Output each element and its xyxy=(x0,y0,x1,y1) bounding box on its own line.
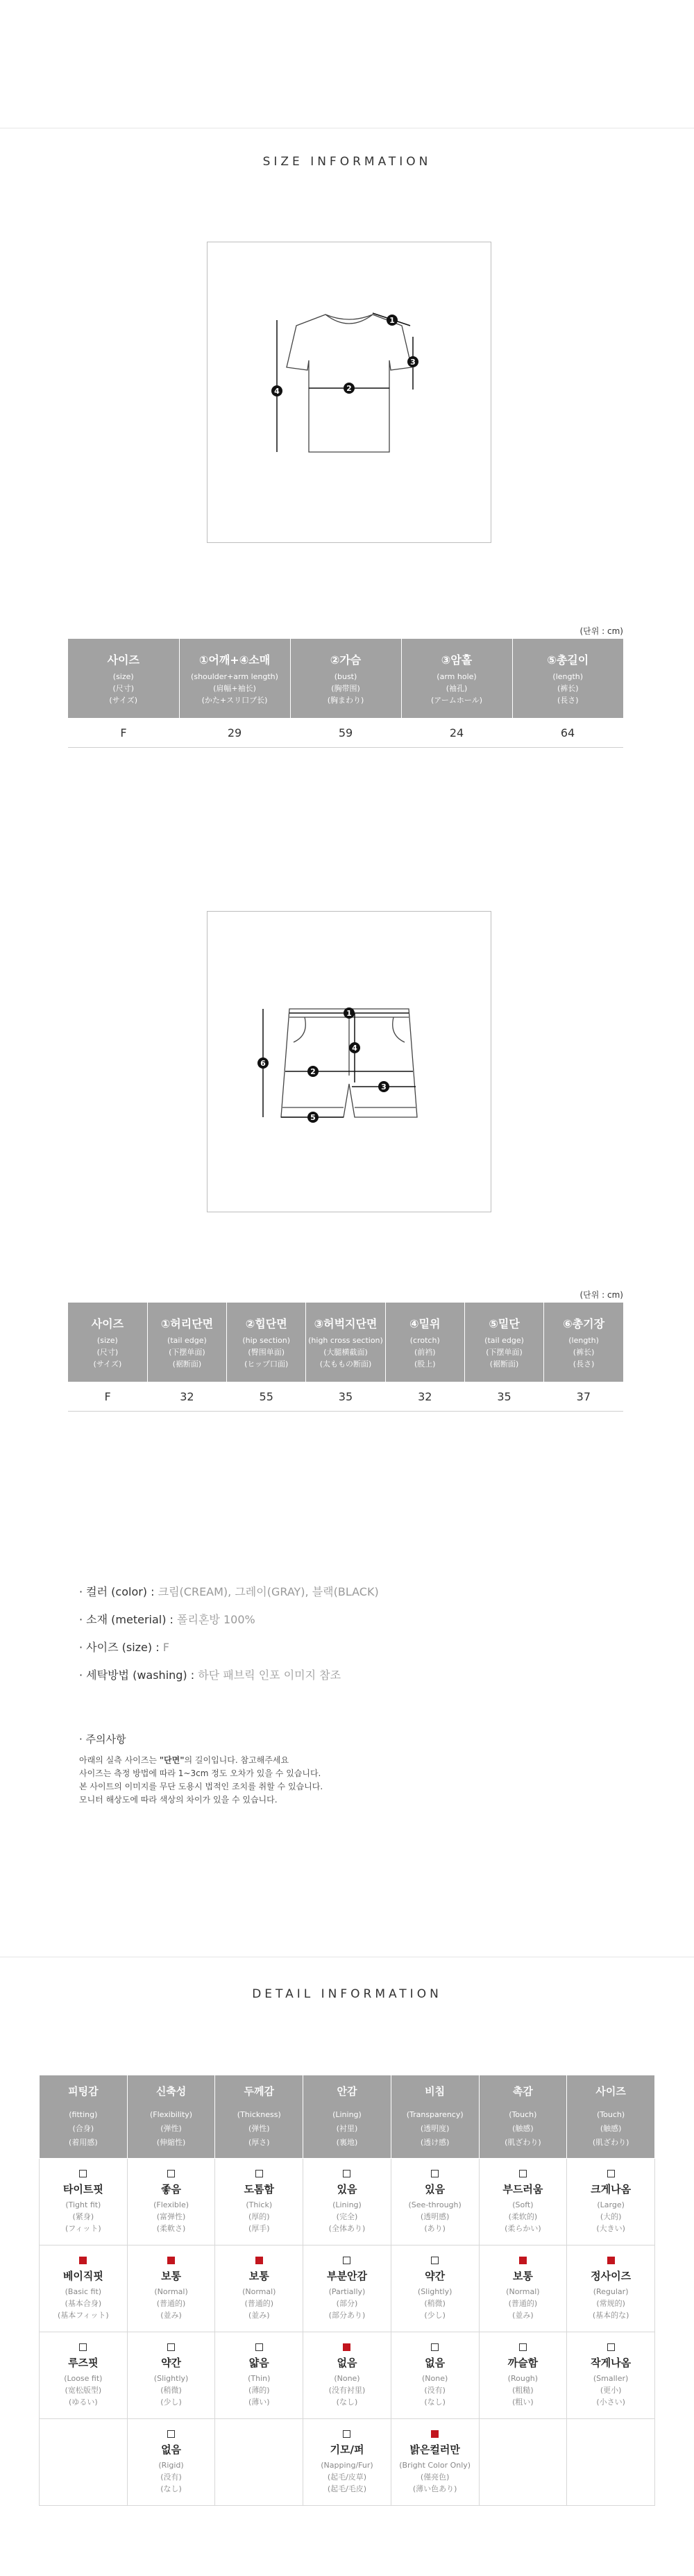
checkbox-icon xyxy=(431,2170,439,2177)
option-translation: (普通的) xyxy=(508,2298,538,2308)
header-transparency: 비침 (Transparency) (透明度) (透け感) xyxy=(391,2075,479,2159)
detail-cell xyxy=(391,2419,479,2506)
detail-cell xyxy=(40,2159,128,2245)
svg-text:1: 1 xyxy=(389,316,395,325)
svg-text:2: 2 xyxy=(310,1067,316,1076)
detail-cell xyxy=(303,2332,391,2419)
detail-cell xyxy=(567,2419,655,2506)
table-row xyxy=(40,2419,655,2506)
table-row xyxy=(68,718,623,748)
svg-text:3: 3 xyxy=(381,1082,387,1092)
header-thickness: 두께감 (Thickness) (弹性) (厚さ) xyxy=(215,2075,303,2159)
detail-cell xyxy=(127,2332,215,2419)
svg-text:4: 4 xyxy=(352,1044,357,1053)
option-english: (Thick) xyxy=(246,2200,273,2209)
option-label: 얇음 xyxy=(248,2356,269,2369)
header-rise: ④밑위 (crotch) (前裆) (股上) xyxy=(385,1303,464,1382)
detail-table xyxy=(39,2075,655,2506)
cell: 32 xyxy=(147,1382,226,1412)
option-translation: (並み) xyxy=(248,2310,270,2320)
cell: 29 xyxy=(179,718,290,748)
detail-option xyxy=(304,2257,390,2321)
detail-cell xyxy=(303,2419,391,2506)
option-english: (Napping/Fur) xyxy=(321,2460,373,2470)
option-translation: (大きい) xyxy=(596,2223,625,2233)
svg-text:5: 5 xyxy=(310,1113,316,1122)
detail-option xyxy=(304,2430,390,2495)
table-row xyxy=(68,1382,623,1412)
option-translation: (部分あり) xyxy=(328,2310,366,2320)
option-translation: (透明感) xyxy=(420,2211,450,2221)
option-translation: (富弹性) xyxy=(156,2211,186,2221)
detail-cell xyxy=(40,2332,128,2419)
detail-cell xyxy=(215,2159,303,2245)
checkbox-checked-icon xyxy=(607,2257,615,2264)
option-translation: (普通的) xyxy=(156,2298,186,2308)
option-english: (Normal) xyxy=(242,2286,276,2296)
svg-text:2: 2 xyxy=(346,384,352,393)
header-touch: 촉감 (Touch) (触感) (肌ざわり) xyxy=(479,2075,567,2159)
option-translation: (薄い) xyxy=(248,2397,270,2407)
notes-body: 아래의 실측 사이즈는 "단면"의 길이입니다. 참고해주세요 사이즈는 측정 방법에 따라 1~3cm 정도 오차가 있을 수 있습니다. 본 사이트의 이미지를 무단 도용시 법적인 조치를 취할 수 있습니다. 모니터 해상도에 따라 색상의 차이가 있을 수 있습니다. xyxy=(79,1755,323,1805)
detail-option xyxy=(128,2430,214,2495)
info-washing: · 세탁방법 (washing) : 하단 패브릭 인포 이미지 참조 xyxy=(79,1668,341,1682)
detail-option xyxy=(392,2343,478,2408)
option-translation: (少し) xyxy=(424,2310,446,2320)
detail-information-title: DETAIL INFORMATION xyxy=(252,1987,442,2001)
option-translation: (没有) xyxy=(160,2472,182,2482)
option-translation: (薄い色あり) xyxy=(412,2484,457,2493)
header-hip: ②힙단면 (hip section) (臀围单面) (ヒップ口面) xyxy=(227,1303,306,1382)
option-english: (Thin) xyxy=(248,2373,271,2383)
checkbox-icon xyxy=(255,2343,263,2351)
header-shoulder-arm: ①어깨+④소매 (shoulder+arm length) (肩幅+袖长) (かた+スリ口ブ长) xyxy=(179,639,290,718)
detail-option xyxy=(304,2170,390,2234)
header-size: 사이즈 (size) (尺寸) (サイズ) xyxy=(68,1303,147,1382)
option-english: (Normal) xyxy=(154,2286,188,2296)
option-translation: (あり) xyxy=(424,2223,446,2233)
option-label: 밝은컬러만 xyxy=(409,2443,460,2456)
bottom-garment-figure xyxy=(207,911,491,1212)
detail-option xyxy=(216,2343,302,2408)
detail-option xyxy=(128,2257,214,2321)
option-english: (None) xyxy=(334,2373,360,2383)
header-size: 사이즈 (Touch) (触感) (肌ざわり) xyxy=(567,2075,655,2159)
detail-option xyxy=(216,2170,302,2234)
detail-option xyxy=(216,2257,302,2321)
option-label: 작게나옴 xyxy=(591,2356,632,2369)
checkbox-checked-icon xyxy=(79,2257,87,2264)
detail-option xyxy=(568,2343,654,2408)
option-label: 없음 xyxy=(337,2356,357,2369)
checkbox-icon xyxy=(607,2170,615,2177)
detail-option xyxy=(392,2430,478,2495)
detail-cell xyxy=(567,2159,655,2245)
detail-option xyxy=(480,2343,566,2408)
header-length: ⑥총기장 (length) (裤长) (長さ) xyxy=(544,1303,623,1382)
option-label: 있음 xyxy=(425,2182,446,2196)
option-translation: (なし) xyxy=(424,2397,446,2407)
header-fitting: 피팅감 (fitting) (合身) (着用感) xyxy=(40,2075,128,2159)
header-armhole: ③암홀 (arm hole) (袖孔) (アームホール) xyxy=(401,639,512,718)
table-row xyxy=(40,2332,655,2419)
option-label: 좋음 xyxy=(161,2182,182,2196)
checkbox-icon xyxy=(431,2343,439,2351)
option-english: (Normal) xyxy=(506,2286,540,2296)
option-translation: (柔らかい) xyxy=(505,2223,541,2233)
detail-cell xyxy=(215,2332,303,2419)
option-english: (Regular) xyxy=(593,2286,629,2296)
option-english: (Basic fit) xyxy=(65,2286,102,2296)
option-english: (None) xyxy=(422,2373,448,2383)
detail-option xyxy=(480,2170,566,2234)
svg-text:3: 3 xyxy=(410,358,416,367)
detail-option xyxy=(40,2257,126,2321)
detail-cell xyxy=(215,2419,303,2506)
option-translation: (普通的) xyxy=(244,2298,274,2308)
table-row xyxy=(40,2245,655,2332)
option-translation: (常规的) xyxy=(596,2298,625,2308)
option-translation: (並み) xyxy=(160,2310,182,2320)
cell: 35 xyxy=(464,1382,543,1412)
detail-cell xyxy=(391,2245,479,2332)
detail-option xyxy=(568,2257,654,2321)
cell: 64 xyxy=(512,718,623,748)
detail-cell xyxy=(391,2332,479,2419)
checkbox-checked-icon xyxy=(167,2257,175,2264)
option-translation: (柔軟さ) xyxy=(156,2223,186,2233)
detail-option xyxy=(392,2170,478,2234)
checkbox-icon xyxy=(167,2343,175,2351)
checkbox-icon xyxy=(255,2170,263,2177)
detail-cell xyxy=(40,2245,128,2332)
detail-cell xyxy=(391,2159,479,2245)
header-hem: ⑤밑단 (tail edge) (下摆单面) (裾断面) xyxy=(464,1303,543,1382)
option-translation: (完全) xyxy=(336,2211,358,2221)
checkbox-icon xyxy=(343,2430,350,2438)
option-label: 보통 xyxy=(161,2269,182,2282)
detail-option xyxy=(392,2257,478,2321)
header-length: ⑤총길이 (length) (裤长) (長さ) xyxy=(512,639,623,718)
option-english: (Large) xyxy=(597,2200,625,2209)
option-label: 없음 xyxy=(161,2443,182,2456)
checkbox-icon xyxy=(431,2257,439,2264)
checkbox-checked-icon xyxy=(255,2257,263,2264)
info-color: · 컬러 (color) : 크림(CREAM), 그레이(GRAY), 블랙(BLACK) xyxy=(79,1585,379,1598)
option-translation: (並み) xyxy=(512,2310,534,2320)
detail-cell xyxy=(215,2245,303,2332)
cell: F xyxy=(68,718,179,748)
detail-cell xyxy=(479,2159,567,2245)
header-waist: ①허리단면 (tail edge) (下摆单面) (裾断面) xyxy=(147,1303,226,1382)
cell: 59 xyxy=(290,718,401,748)
option-translation: (薄的) xyxy=(248,2385,270,2395)
option-translation: (更小) xyxy=(600,2385,622,2395)
option-label: 타이트핏 xyxy=(62,2182,103,2196)
option-label: 베이직핏 xyxy=(62,2269,103,2282)
option-translation: (フィット) xyxy=(65,2223,101,2233)
option-translation: (部分) xyxy=(336,2298,358,2308)
checkbox-checked-icon xyxy=(519,2257,527,2264)
svg-text:1: 1 xyxy=(346,1009,352,1018)
option-translation: (没有衬里) xyxy=(328,2385,366,2395)
option-translation: (没有) xyxy=(424,2385,446,2395)
detail-option xyxy=(304,2343,390,2408)
option-translation: (厚的) xyxy=(248,2211,270,2221)
option-translation: (起毛/毛皮) xyxy=(327,2484,367,2493)
option-english: (Soft) xyxy=(512,2200,534,2209)
option-translation: (宽松版型) xyxy=(65,2385,102,2395)
header-lining: 안감 (Lining) (衬里) (裏地) xyxy=(303,2075,391,2159)
detail-cell xyxy=(479,2245,567,2332)
option-label: 보통 xyxy=(248,2269,269,2282)
detail-cell xyxy=(127,2245,215,2332)
detail-option xyxy=(40,2343,126,2408)
option-translation: (基本合身) xyxy=(65,2298,102,2308)
option-translation: (起毛/皮草) xyxy=(327,2472,367,2482)
option-translation: (僅亮色) xyxy=(420,2472,450,2482)
cell: 35 xyxy=(306,1382,385,1412)
checkbox-checked-icon xyxy=(343,2343,350,2351)
svg-text:6: 6 xyxy=(260,1059,266,1068)
option-label: 까슬함 xyxy=(507,2356,539,2369)
option-translation: (粗い) xyxy=(512,2397,534,2407)
checkbox-icon xyxy=(343,2170,350,2177)
option-translation: (ゆるい) xyxy=(69,2397,98,2407)
detail-option xyxy=(40,2170,126,2234)
checkbox-icon xyxy=(519,2343,527,2351)
detail-cell xyxy=(567,2332,655,2419)
svg-text:4: 4 xyxy=(274,387,280,396)
option-label: 약간 xyxy=(425,2269,446,2282)
option-translation: (柔软的) xyxy=(508,2211,538,2221)
option-english: (Flexible) xyxy=(153,2200,189,2209)
detail-option xyxy=(128,2343,214,2408)
option-translation: (全体あり) xyxy=(328,2223,366,2233)
option-translation: (稍微) xyxy=(424,2298,446,2308)
option-label: 도톰함 xyxy=(244,2182,274,2196)
detail-cell xyxy=(479,2332,567,2419)
info-material: · 소재 (meterial) : 폴리혼방 100% xyxy=(79,1613,255,1626)
header-bust: ②가슴 (bust) (胸带围) (胸まわり) xyxy=(290,639,401,718)
option-english: (Rigid) xyxy=(158,2460,184,2470)
option-translation: (粗糙) xyxy=(512,2385,534,2395)
option-label: 있음 xyxy=(337,2182,357,2196)
option-english: (Lining) xyxy=(332,2200,362,2209)
option-english: (Partially) xyxy=(328,2286,366,2296)
option-label: 루즈핏 xyxy=(68,2356,99,2369)
header-thigh: ③허벅지단면 (high cross section) (大腿横截面) (太ももの断面) xyxy=(306,1303,385,1382)
option-translation: (小さい) xyxy=(596,2397,625,2407)
detail-cell xyxy=(303,2159,391,2245)
detail-cell xyxy=(567,2245,655,2332)
bottom-size-table xyxy=(68,1303,623,1412)
option-label: 약간 xyxy=(161,2356,182,2369)
top-garment-figure xyxy=(207,242,491,543)
detail-cell xyxy=(479,2419,567,2506)
notes-title: · 주의사항 xyxy=(79,1733,126,1746)
table-row xyxy=(40,2159,655,2245)
header-size: 사이즈 (size) (尺寸) (サイズ) xyxy=(68,639,179,718)
option-english: (Tight fit) xyxy=(65,2200,101,2209)
option-translation: (大的) xyxy=(600,2211,622,2221)
checkbox-icon xyxy=(167,2170,175,2177)
option-label: 크게나옴 xyxy=(591,2182,632,2196)
size-information-title: SIZE INFORMATION xyxy=(262,155,432,169)
option-english: (Rough) xyxy=(507,2373,539,2383)
option-label: 기모/퍼 xyxy=(330,2443,364,2456)
option-english: (See-through) xyxy=(408,2200,462,2209)
checkbox-checked-icon xyxy=(431,2430,439,2438)
option-label: 부분안감 xyxy=(326,2269,367,2282)
option-translation: (基本的な) xyxy=(592,2310,629,2320)
cell: 24 xyxy=(401,718,512,748)
option-label: 부드러움 xyxy=(502,2182,543,2196)
checkbox-icon xyxy=(343,2257,350,2264)
detail-option xyxy=(480,2257,566,2321)
option-english: (Loose fit) xyxy=(64,2373,103,2383)
option-translation: (少し) xyxy=(160,2397,182,2407)
option-translation: (基本フィット) xyxy=(58,2310,109,2320)
option-label: 보통 xyxy=(512,2269,533,2282)
detail-option xyxy=(568,2170,654,2234)
option-translation: (厚手) xyxy=(248,2223,270,2233)
detail-option xyxy=(128,2170,214,2234)
checkbox-icon xyxy=(607,2343,615,2351)
unit-label: (단위 : cm) xyxy=(579,626,623,636)
cell: 55 xyxy=(227,1382,306,1412)
option-translation: (なし) xyxy=(160,2484,182,2493)
detail-cell xyxy=(40,2419,128,2506)
checkbox-icon xyxy=(79,2343,87,2351)
header-flexibility: 신축성 (Flexibility) (弹性) (伸縮性) xyxy=(127,2075,215,2159)
option-translation: (稍微) xyxy=(160,2385,182,2395)
option-english: (Bright Color Only) xyxy=(399,2460,471,2470)
detail-cell xyxy=(127,2419,215,2506)
unit-label: (단위 : cm) xyxy=(579,1290,623,1300)
option-english: (Smaller) xyxy=(593,2373,629,2383)
shorts-diagram xyxy=(208,912,491,1212)
cell: 37 xyxy=(544,1382,623,1412)
checkbox-icon xyxy=(79,2170,87,2177)
detail-cell xyxy=(127,2159,215,2245)
checkbox-icon xyxy=(167,2430,175,2438)
option-translation: (紧身) xyxy=(72,2211,94,2221)
option-english: (Slightly) xyxy=(417,2286,452,2296)
top-size-table xyxy=(68,639,623,748)
info-size: · 사이즈 (size) : F xyxy=(79,1641,169,1654)
option-english: (Slightly) xyxy=(153,2373,189,2383)
option-label: 정사이즈 xyxy=(591,2269,632,2282)
top-garment-diagram xyxy=(208,242,491,542)
detail-cell xyxy=(303,2245,391,2332)
cell: 32 xyxy=(385,1382,464,1412)
checkbox-icon xyxy=(519,2170,527,2177)
cell: F xyxy=(68,1382,147,1412)
option-translation: (なし) xyxy=(336,2397,358,2407)
option-label: 없음 xyxy=(425,2356,446,2369)
